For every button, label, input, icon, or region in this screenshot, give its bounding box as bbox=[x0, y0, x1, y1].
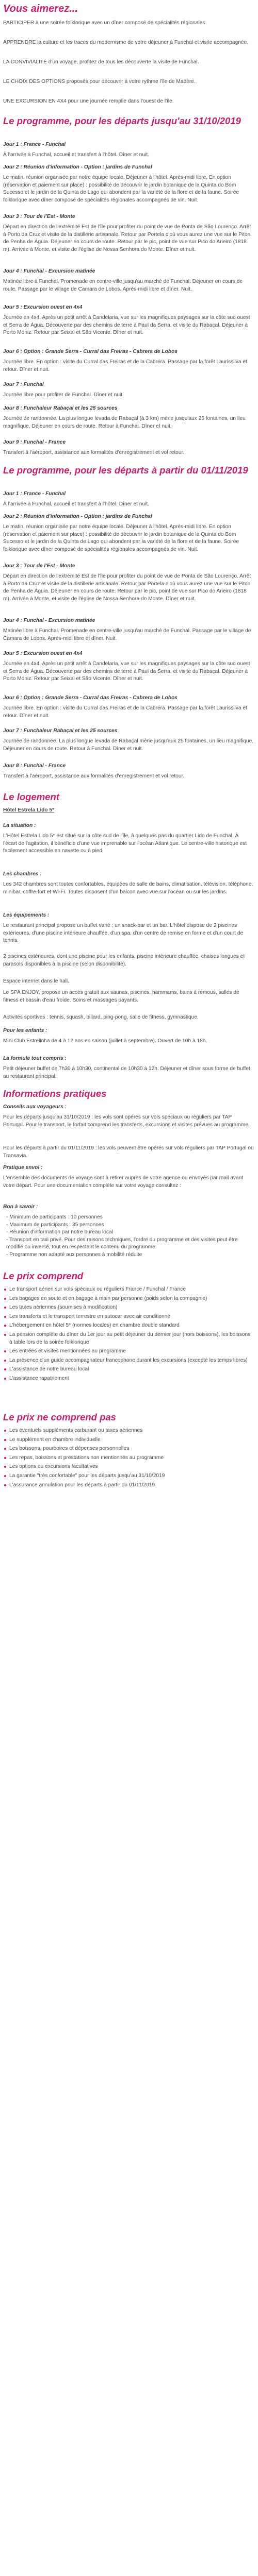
paragraph: Activités sportives : tennis, squash, billard, ping-pong, salle de fitness, gymnastique. bbox=[3, 1014, 199, 1020]
day-title: Jour 3 : Tour de l'Est - Monte bbox=[3, 563, 75, 569]
included-item: L'assistance rapatriement bbox=[3, 1375, 254, 1383]
day-text: Journée en 4x4. Après un petit arrêt à Candelaria, vue sur les magnifiques paysages sur la côte sud ouest et Serra de Água. Découverte par des chemins de terre à Paul da Serra, et visite du Rabaçal. Déjeuner à Porto Moniz. Retour par Seixal et São Vicente. Dîner et nuit. bbox=[3, 315, 250, 336]
subsection-title: Pour les enfants : bbox=[3, 1028, 47, 1033]
day-title: Jour 6 : Option : Grande Serra - Curral das Freiras - Cabrera de Lobos bbox=[3, 349, 178, 354]
paragraph: Le SPA ENJOY, propose un accès gratuit aux saunas, piscines, hammams, bains à remous, salles de fitness et bassin d'eau froide. Soins et massages payants. bbox=[3, 990, 239, 1003]
included-item: Les bagages en soute et en bagage à main par personne (poids selon la compagnie) bbox=[3, 1295, 254, 1303]
day-text: Journée de randonnée. La plus longue levada de Rabaçal (à 3 km) mène jusqu'aux 25 fontaines, un lieu magnifique. Déjeuner en cours de route. Retour à Funchal. Dîner et nuit. bbox=[3, 416, 246, 429]
section-heading-infos-pratiques: Informations pratiques bbox=[3, 1088, 107, 1099]
day-text: Journée en 4x4. Après un petit arrêt à Candelaria, vue sur les magnifiques paysages sur la côte sud ouest et Serra de Água. Découverte par des chemins de terre à Paul da Serra, et visite du Rabaçal. Déjeuner à Porto Moniz. Retour par Seixal et São Vicente. Dîner et nuit. bbox=[3, 661, 250, 682]
subsection-title: Les équipements : bbox=[3, 912, 50, 918]
day-text: Départ en direction de l'extrémité Est de l'île pour profiter du point de vue de Ponta de São Lourenço. Arrêt à Porto da Cruz et visite de la distillerie artisanale. Retour par Portela d'où vous aurez une vue sur le Piton de Penha de Águia. Déjeuner en cours de route. Retour par le pic, point de vue sur Pico do Arieiro (1818 m). Arrivée à Monte, et visite de l'église de Nossa Senhora do Monte. Dîner et nuit. bbox=[3, 573, 251, 602]
not-included-item: Les éventuels suppléments carburant ou taxes aériennes bbox=[3, 1427, 254, 1435]
day-title: Jour 4 : Funchal - Excursion matinée bbox=[3, 618, 95, 623]
good-to-know-item: - Minimum de participants : 10 personnes bbox=[6, 1214, 103, 1220]
paragraph: L'Hôtel Estrela Lido 5* est situé sur la côte sud de l'île, à quelques pas du quartier Lido de Funchal. À l'écart de l'agitation, il bénéficie d'une vue imprenable sur l'océan Atlantique. Le centre-ville historique est facilement accessible en navette ou à pied. bbox=[3, 833, 247, 854]
day-title: Jour 7 : Funchal bbox=[3, 382, 44, 387]
included-item: Les entrées et visites mentionnées au programme bbox=[3, 1348, 254, 1355]
subsection-title: Pratique envoi : bbox=[3, 1165, 43, 1171]
paragraph: 2 piscines extérieures, dont une piscine pour les enfants, piscine intérieure chauffée, chaises longues et parasols disponibles à la piscine (selon disponibilité). bbox=[3, 954, 245, 967]
highlight-excursion-4x4: UNE EXCURSION EN 4X4 pour une journée remplie dans l'ouest de l'île. bbox=[3, 98, 174, 104]
day-title: Jour 5 : Excursion ouest en 4x4 bbox=[3, 651, 83, 656]
hotel-name: Hôtel Estrela Lido 5* bbox=[3, 807, 55, 813]
included-item: Les taxes aériennes (soumises à modification) bbox=[3, 1304, 254, 1312]
paragraph: Pour les départs à partir du 01/11/2019 : les vols peuvent être opérés sur vols réguliers par TAP Portugal ou Transavia. bbox=[3, 1145, 254, 1159]
highlight-convivialite: LA CONVIVIALITÉ d'un voyage, profitez de tous les découverte la visite de Funchal. bbox=[3, 59, 199, 65]
subsection-title: Bon à savoir : bbox=[3, 1204, 38, 1210]
highlight-participer: PARTICIPER à une soirée folklorique avec un dîner composé de spécialités régionales. bbox=[3, 20, 207, 26]
day-text: Matinée libre à Funchal. Promenade en centre-ville jusqu'au marché de Funchal. Déjeuner en cours de route. Passage par le village de Camara de Lobos. Après-midi libre et dîner. Nuit. bbox=[3, 279, 243, 292]
day-title: Jour 1 : France - Funchal bbox=[3, 491, 66, 497]
section-heading-programme-2: Le programme, pour les départs à partir du 01/11/2019 bbox=[3, 465, 248, 476]
subsection-title: La formule tout compris : bbox=[3, 1056, 67, 1061]
subsection-title: Conseils aux voyageurs : bbox=[3, 1104, 67, 1110]
day-text: Journée de randonnée. La plus longue levada de Rabaçal mène jusqu'aux 25 fontaines, un lieu magnifique. Déjeuner en cours de route. Retour à Funchal. Dîner et nuit. bbox=[3, 738, 254, 752]
day-text: À l'arrivée à Funchal, accueil et transfert à l'hôtel. Dîner et nuit. bbox=[3, 152, 150, 158]
included-item: La pension complète du dîner du 1er jour au petit déjeuner du dernier jour (hors boissons), les boissons à table lors de la soirée folklorique bbox=[3, 1331, 254, 1346]
not-included-list bbox=[3, 1427, 254, 1490]
day-title: Jour 3 : Tour de l'Est - Monte bbox=[3, 214, 75, 219]
paragraph: Espace internet dans le hall. bbox=[3, 978, 69, 984]
paragraph: Mini Club Estrelinha de 4 à 12 ans en saison (juillet à septembre). Ouvert de 10h à 18h. bbox=[3, 1038, 207, 1044]
included-item: L'assistance de notre bureau local bbox=[3, 1366, 254, 1374]
not-included-item: La garantie "très confortable" pour les départs jusqu'au 31/10/2019 bbox=[3, 1472, 254, 1480]
good-to-know-list bbox=[3, 1214, 254, 1259]
subsection-title: Les chambres : bbox=[3, 871, 42, 877]
paragraph: Pour les départs jusqu'au 31/10/2019 : les vols sont opérés sur vols spéciaux ou réguliers par TAP Portugal. Pour le transport, le forfait comprend les transferts, excursions et visites prévues au programme. bbox=[3, 1114, 250, 1128]
section-heading-prix-comprend: Le prix comprend bbox=[3, 1270, 84, 1281]
day-title: Jour 4 : Funchal - Excursion matinée bbox=[3, 268, 95, 274]
subsection-title: La situation : bbox=[3, 823, 36, 828]
day-text: À l'arrivée à Funchal, accueil et transfert à l'hôtel. Dîner et nuit. bbox=[3, 501, 150, 507]
day-text: Le matin, réunion organisée par notre équipe locale. Déjeuner à l'hôtel. Après-midi libre. En option (réservation et paiement sur place) : possibilité de découvrir le jardin botanique de la Quinta do Bom Sucesso et le jardin de la Quinta de Lago qui abondent par la variété de la flore et de la faune. Soirée folklorique avec dîner composé de spécialités régionales accompagnés de vin. Nuit. bbox=[3, 524, 239, 552]
included-item: Les transferts et le transport terrestre en autocar avec air conditionné bbox=[3, 1313, 254, 1321]
good-to-know-item: - Maximum de participants : 35 personnes bbox=[6, 1222, 104, 1228]
not-included-item: Les options ou excursions facultatives bbox=[3, 1463, 254, 1471]
day-text: Journée libre. En option : visite du Curral das Freiras et de la Cabrera. Passage par la forêt Laurissilva et retour. Dîner et nuit. bbox=[3, 705, 247, 719]
day-title: Jour 2 : Réunion d'information - Option : jardins de Funchal bbox=[3, 164, 152, 170]
day-title: Jour 6 : Option : Grande Serra - Curral das Freiras - Cabrera de Lobos bbox=[3, 695, 178, 701]
good-to-know-item: - Programme non adapté aux personnes à mobilité réduite bbox=[6, 1251, 142, 1258]
day-title: Jour 9 : Funchal - France bbox=[3, 439, 66, 445]
day-text: Matinée libre à Funchal. Promenade en centre-ville jusqu'au marché de Funchal. Passage par le village de Camara de Lobos. Après-midi libre et dîner. Nuit. bbox=[3, 628, 251, 641]
day-title: Jour 2 : Réunion d'information - Option : jardins de Funchal bbox=[3, 514, 152, 519]
not-included-item: Les repas, boissons et prestations non mentionnés au programme bbox=[3, 1454, 254, 1462]
paragraph: Le restaurant principal propose un buffet varié ; un snack-bar et un bar. L'hôtel dispose de 2 piscines extérieures, d'une piscine intérieure chauffée, d'un spa, d'un centre de remise en forme et d'un court de tennis. bbox=[3, 923, 244, 944]
day-title: Jour 8 : Funchaleur Rabaçal et les 25 sources bbox=[3, 405, 118, 411]
paragraph: Petit déjeuner buffet de 7h30 à 10h30, continental de 10h30 à 12h. Déjeuner et dîner sous forme de buffet au restaurant principal. bbox=[3, 1066, 250, 1079]
paragraph: L'ensemble des documents de voyage sont à retirer auprès de votre agence ou envoyés par mail avant votre départ. Pour une documentation complète sur votre voyage consultez : bbox=[3, 1175, 244, 1189]
included-item: Le transport aérien sur vols spéciaux ou réguliers France / Funchal / France bbox=[3, 1286, 254, 1294]
not-included-item: Le supplément en chambre individuelle bbox=[3, 1436, 254, 1444]
day-text: Départ en direction de l'extrémité Est de l'île pour profiter du point de vue de Ponta de São Lourenço. Arrêt à Porto da Cruz et visite de la distillerie artisanale. Retour par Portela d'où vous aurez une vue sur le Piton de Penha de Águia. Déjeuner en cours de route. Retour par le pic, point de vue sur Pico do Arieiro (1818 m). Arrivée à Monte, et visite de l'église de Nossa Senhora do Monte. Dîner et nuit. bbox=[3, 224, 251, 252]
day-title: Jour 7 : Funchaleur Rabaçal et les 25 sources bbox=[3, 728, 118, 734]
not-included-item: L'assurance annulation pour les départs à partir du 01/11/2019 bbox=[3, 1482, 254, 1489]
section-heading-prix-ne-comprend-pas: Le prix ne comprend pas bbox=[3, 1412, 116, 1422]
day-title: Jour 5 : Excursion ouest en 4x4 bbox=[3, 304, 83, 310]
not-included-item: Les boissons, pourboires et dépenses personnelles bbox=[3, 1445, 254, 1453]
section-heading-logement: Le logement bbox=[3, 791, 59, 802]
paragraph: Les 342 chambres sont toutes confortables, équipées de salle de bains, climatisation, télévision, téléphone, minibar, coffre-fort et Wi-Fi. Toutes disposent d'un balcon avec vue sur l'océan ou sur les jardins. bbox=[3, 882, 253, 895]
section-heading-vous-aimerez: Vous aimerez... bbox=[3, 3, 78, 14]
highlight-choix-options: LE CHOIX DES OPTIONS proposés pour découvrir à votre rythme l'île de Madère. bbox=[3, 79, 196, 84]
day-text: Transfert à l'aéroport, assistance aux formalités d'enregistrement et vol retour. bbox=[3, 450, 185, 455]
day-title: Jour 8 : Funchal - France bbox=[3, 763, 66, 769]
highlight-apprendre: APPRENDRE la culture et les traces du modernisme de votre déjeuner à Funchal et visite accompagnée. bbox=[3, 40, 249, 45]
day-text: Journée libre. En option : visite du Curral das Freiras et de la Cabrera. Passage par la forêt Laurissilva et retour. Dîner et nuit. bbox=[3, 359, 247, 372]
day-title: Jour 1 : France - Funchal bbox=[3, 142, 66, 147]
day-text: Journée libre pour profiter de Funchal. Dîner et nuit. bbox=[3, 392, 124, 398]
day-text: Le matin, réunion organisée par notre équipe locale. Déjeuner à l'hôtel. Après-midi libre. En option (réservation et paiement sur place) : possibilité de découvrir le jardin botanique de la Quinta do Bom Sucesso et le jardin de la Quinta de Lago qui abondent par la variété de la flore et de la faune. Soirée folklorique avec dîner composé de spécialités régionales accompagnés de vin. Nuit. bbox=[3, 175, 239, 203]
included-list bbox=[3, 1286, 254, 1384]
included-item: L'hébergement en hôtel 5* (normes locales) en chambre double standard bbox=[3, 1322, 254, 1330]
good-to-know-item: - Transport en taxi privé. Pour des raisons techniques, l'ordre du programme et des visites peut être modifié ou inversé, tout en respectant le contenu du programme. bbox=[6, 1236, 238, 1250]
section-heading-programme-1: Le programme, pour les départs jusqu'au 31/10/2019 bbox=[3, 115, 241, 126]
good-to-know-item: - Réunion d'information par notre bureau local bbox=[6, 1229, 113, 1235]
day-text: Transfert à l'aéroport, assistance aux formalités d'enregistrement et vol retour. bbox=[3, 773, 185, 779]
included-item: La présence d'un guide accompagnateur francophone durant les excursions (excepté les temps libres) bbox=[3, 1357, 254, 1365]
